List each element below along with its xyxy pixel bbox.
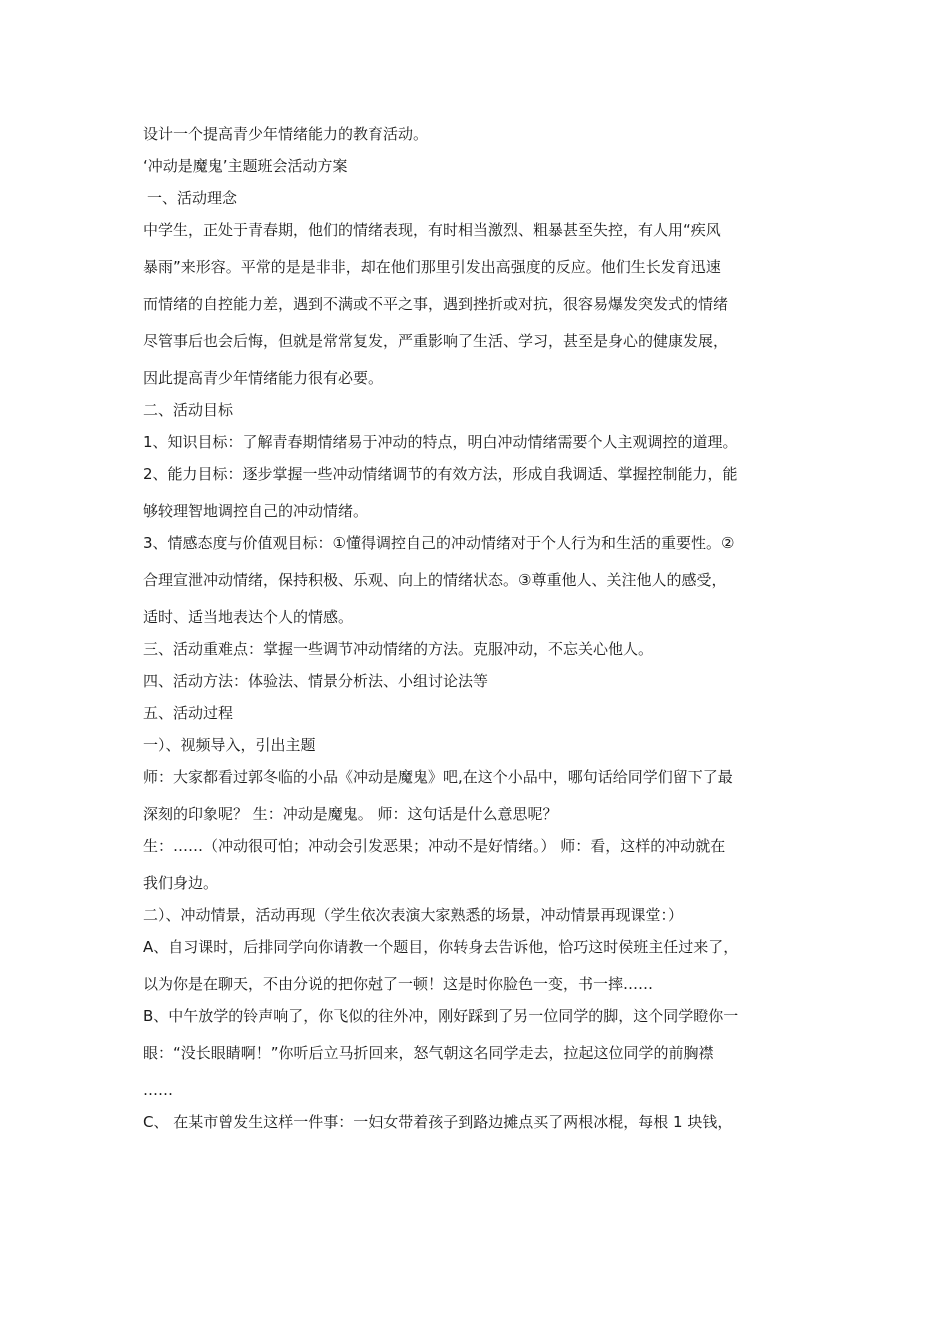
- section-heading: 三、活动重难点：掌握一些调节冲动情绪的方法。克服冲动，不忘关心他人。: [143, 640, 654, 658]
- subsection-heading: 二）、冲动情景，活动再现（学生依次表演大家熟悉的场景，冲动情景再现课堂：）: [143, 906, 684, 924]
- paragraph-line: 2、能力目标：逐步掌握一些冲动情绪调节的有效方法，形成自我调适、掌握控制能力，能: [143, 465, 738, 483]
- paragraph-line: C、 在某市曾发生这样一件事：一妇女带着孩子到路边摊点买了两根冰棍，每根 1 块钱，: [143, 1113, 733, 1131]
- paragraph-line: B、中午放学的铃声响了，你飞似的往外冲，刚好踩到了另一位同学的脚，这个同学瞪你一: [143, 1007, 739, 1025]
- doc-heading: 设计一个提高青少年情绪能力的教育活动。: [143, 125, 429, 143]
- section-heading: 二、活动目标: [143, 401, 234, 419]
- paragraph-line: 因此提高青少年情绪能力很有必要。: [143, 369, 384, 387]
- paragraph-line: 合理宣泄冲动情绪，保持积极、乐观、向上的情绪状态。③尊重他人、关注他人的感受，: [143, 571, 727, 589]
- section-heading: 一、活动理念: [147, 189, 238, 207]
- paragraph-line: 1、知识目标：了解青春期情绪易于冲动的特点，明白冲动情绪需要个人主观调控的道理。: [143, 433, 738, 451]
- paragraph-line: 3、情感态度与价值观目标：①懂得调控自己的冲动情绪对于个人行为和生活的重要性。②: [143, 534, 735, 552]
- subsection-heading: 一）、视频导入，引出主题: [143, 736, 316, 754]
- paragraph-line: 深刻的印象呢？ 生：冲动是魔鬼。 师：这句话是什么意思呢？: [143, 805, 558, 823]
- paragraph-line: 以为你是在聊天，不由分说的把你尅了一顿！这是时你脸色一变，书一摔……: [143, 975, 654, 993]
- paragraph-line: 我们身边。: [143, 874, 219, 892]
- paragraph-line: ……: [143, 1081, 173, 1099]
- paragraph-line: A、自习课时，后排同学向你请教一个题目，你转身去告诉他，恰巧这时侯班主任过来了，: [143, 938, 739, 956]
- paragraph-line: 而情绪的自控能力差，遇到不满或不平之事，遇到挫折或对抗，很容易爆发突发式的情绪: [143, 295, 729, 313]
- paragraph-line: 师：大家都看过郭冬临的小品《冲动是魔鬼》吧,在这个小品中，哪句话给同学们留下了最: [143, 768, 733, 786]
- section-heading: 五、活动过程: [143, 704, 234, 722]
- section-heading: 四、活动方法：体验法、情景分析法、小组讨论法等: [143, 672, 489, 690]
- paragraph-line: 尽管事后也会后悔，但就是常常复发，严重影响了生活、学习，甚至是身心的健康发展，: [143, 332, 729, 350]
- paragraph-line: 暴雨”来形容。平常的是是非非，却在他们那里引发出高强度的反应。他们生长发育迅速: [143, 258, 721, 276]
- paragraph-line: 适时、适当地表达个人的情感。: [143, 608, 354, 626]
- paragraph-line: 生：……（冲动很可怕；冲动会引发恶果；冲动不是好情绪。） 师：看，这样的冲动就在: [143, 837, 726, 855]
- paragraph-line: 中学生，正处于青春期，他们的情绪表现，有时相当激烈、粗暴甚至失控，有人用“疾风: [143, 221, 721, 239]
- document-body: [143, 124, 815, 1133]
- doc-subtitle: ‘冲动是魔鬼’主题班会活动方案: [143, 157, 348, 175]
- paragraph-line: 眼：“没长眼睛啊！”你听后立马折回来，怒气朝这名同学走去，拉起这位同学的前胸襟: [143, 1044, 714, 1062]
- paragraph-line: 够较理智地调控自己的冲动情绪。: [143, 502, 369, 520]
